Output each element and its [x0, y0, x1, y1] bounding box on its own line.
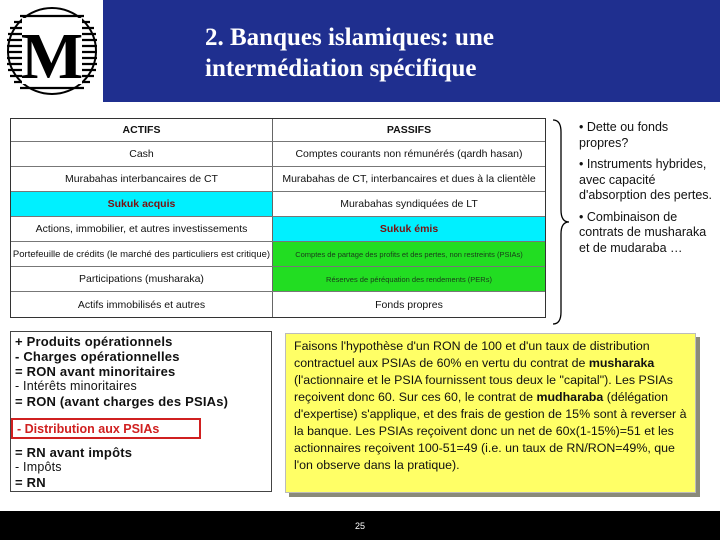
liability-cell: Murabahas de CT, interbancaires et dues à la clientèle [282, 173, 536, 185]
table-header-row [11, 119, 545, 141]
asset-cell: Portefeuille de crédits (le marché des particuliers est critique) [11, 242, 273, 266]
income-line: = RN [15, 475, 46, 490]
liability-cell-psias: Comptes de partage des profits et des pertes, non restreints (PSIAs) [273, 242, 545, 266]
income-line: - Intérêts minoritaires [15, 379, 137, 393]
table-row [11, 217, 545, 241]
title-line-2: intermédiation spécifique [205, 55, 477, 82]
curly-bracket-icon [551, 118, 571, 326]
liability-cell-sukuk-emis: Sukuk émis [273, 217, 545, 241]
asset-cell: Cash [11, 142, 273, 166]
income-line: = RON avant minoritaires [15, 364, 176, 379]
income-line: - Charges opérationnelles [15, 349, 180, 364]
list-item: • Instruments hybrides, avec capacité d'absorption des pertes. [579, 157, 713, 202]
musharaka-term: musharaka [588, 356, 655, 370]
page-title [205, 22, 705, 84]
liability-cell: Comptes courants non rémunérés (qardh hasan) [295, 148, 523, 160]
table-row [11, 292, 545, 317]
title-line-1: 2. Banques islamiques: une [205, 24, 494, 51]
asset-cell: Murabahas interbancaires de CT [11, 167, 273, 191]
asset-cell: Participations (musharaka) [11, 267, 273, 291]
table-row [11, 167, 545, 191]
logo-m-icon [4, 4, 100, 98]
asset-cell-sukuk-acquis: Sukuk acquis [11, 192, 273, 216]
income-line: = RON (avant charges des PSIAs) [15, 394, 229, 409]
table-row [11, 267, 545, 291]
table-row [11, 242, 545, 266]
liability-cell-pers: Réserves de péréquation des rendements (PERs) [273, 267, 545, 291]
income-line: = RN avant impôts [15, 445, 133, 460]
liability-cell: Murabahas syndiquées de LT [340, 198, 478, 210]
mudharaba-term: mudharaba [536, 390, 604, 404]
footer-bar [0, 511, 720, 540]
asset-cell: Actifs immobilisés et autres [11, 292, 273, 317]
header-passifs: PASSIFS [386, 124, 432, 136]
asset-cell: Actions, immobilier, et autres investissements [11, 217, 273, 241]
income-line: + Produits opérationnels [15, 334, 173, 349]
distribution-psias-line: - Distribution aux PSIAs [11, 418, 201, 439]
header-actifs: ACTIFS [11, 119, 273, 141]
list-item: • Dette ou fonds propres? [579, 120, 669, 150]
liability-cell: Fonds propres [375, 298, 443, 311]
income-statement [10, 331, 272, 492]
page-number: 25 [354, 521, 365, 531]
note-box: Faisons l'hypothèse d'un RON de 100 et d'un taux de distribution contractuel aux PSIAs de 60% en vertu du contrat de musharaka (l'actionnaire et le PSIA fournissent tous deux le "capital"). Les PSIAs reçoivent donc 60. Sur ces 60, le contrat de mudharaba (délégation d'expertise) s'applique, et des frais de gestion de 15% sont à reverser à la banque. Les PSIAs reçoivent donc un net de 60x(1-15%)=51 et les actionnaires reçoivent 100-51=49 (i.e. un taux de RN/RON=49%, que l'on observe dans la pratique). [285, 333, 696, 493]
balance-sheet-table [10, 118, 546, 318]
table-row [11, 192, 545, 216]
svg-text:M: M [20, 20, 84, 93]
income-line: - Impôts [15, 460, 62, 474]
side-bullet-list [579, 120, 714, 262]
list-item: • Combinaison de contrats de musharaka et de mudaraba … [579, 209, 707, 255]
table-row [11, 142, 545, 166]
